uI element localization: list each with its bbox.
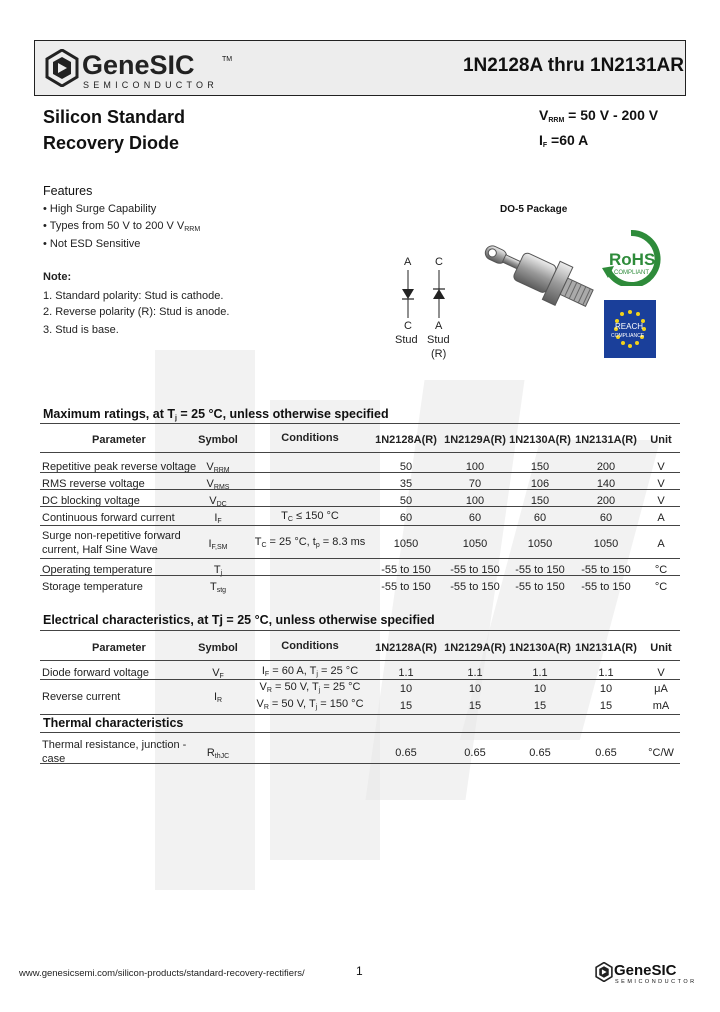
footer-url[interactable]: www.genesicsemi.com/silicon-products/standard-recovery-rectifiers/: [19, 968, 305, 979]
table-cell-value: 60: [599, 512, 613, 524]
col-header: Conditions: [281, 640, 339, 652]
col-header: Symbol: [198, 642, 238, 654]
table-cell-param: Surge non-repetitive forward: [42, 530, 181, 542]
table-cell-value: 1.1: [532, 667, 548, 679]
table-cell-conditions: $V_R = 50$ V, $T_j = 25$ °C: [259, 681, 361, 694]
col-header: 1N2128A(R): [375, 434, 437, 446]
table-cell-value: -55 to 150: [581, 564, 631, 576]
table-cell-value: 70: [468, 478, 482, 490]
table-cell-value: -55 to 150: [381, 564, 431, 576]
divider: [40, 472, 680, 473]
table-cell-value: 50: [399, 495, 413, 507]
table-cell-value: 106: [530, 478, 550, 490]
table-cell-param: Reverse current: [42, 691, 121, 703]
diode1-top-label: A: [404, 256, 412, 268]
table-cell-value: -55 to 150: [450, 564, 500, 576]
part-range-title: 1N2128A thru 1N2131AR: [462, 55, 684, 76]
table-cell-value: 100: [465, 461, 485, 473]
col-header: Parameter: [92, 434, 146, 446]
page-number: 1: [356, 964, 363, 978]
feature-item: • Not ESD Sensitive: [43, 238, 141, 250]
trademark: TM: [222, 56, 233, 63]
table-cell-value: 1050: [393, 538, 419, 550]
divider: [40, 679, 680, 680]
thermal-title: Thermal characteristics: [43, 716, 184, 730]
feature-item: • Types from 50 V to 200 V $V_{RRM}$: [43, 220, 201, 233]
table-cell-value: 10: [399, 683, 413, 695]
table-cell-value: 100: [465, 495, 485, 507]
col-header: 1N2128A(R): [375, 642, 437, 654]
table-cell-conditions: $T_C \le 150$ °C: [281, 510, 339, 523]
divider: [40, 423, 680, 424]
table-cell-unit: °C: [654, 564, 668, 576]
footer-brand: GeneSIC: [614, 962, 677, 979]
note-item: 1. Standard polarity: Stud is cathode.: [43, 290, 224, 302]
note-item: 3. Stud is base.: [43, 324, 119, 336]
table-cell-symbol: $T_j$: [213, 564, 223, 577]
rohs-text: RoHS: [609, 250, 656, 269]
doc-title-line2: Recovery Diode: [43, 133, 180, 153]
table-cell-symbol: $I_F$: [214, 512, 222, 525]
spec-vrrm: $V_{RRM} = 50$ V - 200 V: [539, 107, 659, 124]
divider: [40, 763, 680, 764]
table-cell-conditions: $V_R = 50$ V, $T_j = 150$ °C: [256, 698, 364, 711]
table-cell-symbol: $V_F$: [212, 667, 224, 680]
diode2-top-label: C: [435, 256, 443, 268]
genesic-logo-icon: [45, 49, 79, 87]
table-cell-symbol: $T_{stg}$: [209, 581, 227, 594]
table-cell-value: 10: [599, 683, 613, 695]
table-cell-value: 0.65: [464, 747, 486, 759]
footer-brand-sub: SEMICONDUCTOR: [615, 979, 697, 985]
table-cell-value: 15: [533, 700, 547, 712]
table-cell-unit: μA: [654, 683, 668, 695]
table-cell-unit: V: [657, 667, 665, 679]
divider: [40, 660, 680, 661]
table-cell-value: -55 to 150: [450, 581, 500, 593]
table-cell-value: 0.65: [395, 747, 417, 759]
table-cell-param: Thermal resistance, junction -: [42, 739, 187, 751]
divider: [40, 630, 680, 631]
table-cell-value: 150: [530, 461, 550, 473]
elec-title: Electrical characteristics, at Tj = 25 °C, unless otherwise specified: [43, 613, 435, 627]
table-cell-symbol: $V_{DC}$: [209, 495, 227, 508]
table-cell-value: 1.1: [398, 667, 414, 679]
table-cell-value: -55 to 150: [515, 581, 565, 593]
table-cell-unit: °C: [654, 581, 668, 593]
diode1-bottom-label: C: [404, 320, 412, 332]
table-cell-param: Repetitive peak reverse voltage: [42, 461, 197, 473]
table-cell-value: 35: [399, 478, 413, 490]
table-cell-param: current, Half Sine Wave: [42, 544, 158, 556]
col-header: 1N2129A(R): [444, 642, 506, 654]
table-cell-value: 1050: [527, 538, 553, 550]
table-cell-value: -55 to 150: [581, 581, 631, 593]
spec-if: $I_F =60$ A: [539, 132, 589, 149]
col-header: 1N2130A(R): [509, 434, 571, 446]
table-cell-param: case: [42, 753, 66, 765]
divider: [40, 732, 680, 733]
table-cell-symbol: $I_R$: [213, 691, 223, 704]
table-cell-value: 60: [533, 512, 547, 524]
footer-logo-icon: [595, 962, 613, 982]
brand-name: GeneSIC: [82, 50, 195, 80]
divider: [40, 506, 680, 507]
divider: [40, 452, 680, 453]
table-cell-param: RMS reverse voltage: [42, 478, 145, 490]
table-cell-symbol: $I_{F,SM}$: [208, 538, 228, 551]
feature-item: • High Surge Capability: [43, 203, 157, 215]
diode2-bottom-label: A: [435, 320, 443, 332]
table-cell-value: 50: [399, 461, 413, 473]
divider: [40, 575, 680, 576]
table-cell-value: 0.65: [529, 747, 551, 759]
do5-package-image: [468, 228, 598, 340]
table-cell-value: 200: [596, 461, 616, 473]
col-header: Conditions: [281, 432, 339, 444]
col-header: Symbol: [198, 434, 238, 446]
table-cell-unit: mA: [652, 700, 670, 712]
table-cell-value: 140: [596, 478, 616, 490]
table-cell-unit: °C/W: [648, 747, 674, 759]
col-header: 1N2130A(R): [509, 642, 571, 654]
table-cell-unit: V: [657, 461, 665, 473]
table-cell-value: 10: [533, 683, 547, 695]
notes-heading: Note:: [43, 271, 72, 283]
table-cell-param: Storage temperature: [42, 581, 143, 593]
col-header: 1N2131A(R): [575, 642, 637, 654]
diode-symbol-icon: [429, 270, 449, 318]
max-ratings-title: Maximum ratings, at $T_j = 25$ °C, unless otherwise specified: [43, 407, 389, 422]
col-header: Unit: [650, 434, 672, 446]
diode2-r-label: (R): [431, 348, 447, 360]
table-cell-value: 200: [596, 495, 616, 507]
divider: [40, 489, 680, 490]
table-cell-symbol: $R_{thJC}$: [206, 747, 230, 760]
table-cell-value: -55 to 150: [515, 564, 565, 576]
table-cell-value: 60: [399, 512, 413, 524]
divider: [40, 525, 680, 526]
col-header: 1N2131A(R): [575, 434, 637, 446]
table-cell-symbol: $V_{RRM}$: [206, 461, 230, 474]
table-cell-unit: A: [657, 538, 665, 550]
table-cell-value: 60: [468, 512, 482, 524]
table-cell-value: 1050: [593, 538, 619, 550]
table-cell-conditions: $I_F = 60$ A, $T_j = 25$ °C: [261, 665, 359, 678]
divider: [40, 714, 680, 715]
col-header: 1N2129A(R): [444, 434, 506, 446]
diode1-stud-label: Stud: [395, 334, 418, 346]
table-cell-param: DC blocking voltage: [42, 495, 140, 507]
table-cell-unit: A: [657, 512, 665, 524]
note-item: 2. Reverse polarity (R): Stud is anode.: [43, 306, 230, 318]
reach-text: REACH: [615, 322, 644, 331]
rohs-sub-text: COMPLIANT: [614, 270, 650, 276]
diode2-stud-label: Stud: [427, 334, 450, 346]
table-cell-conditions: $T_C = 25$ °C, $t_p = 8.3$ ms: [254, 536, 366, 549]
features-heading: Features: [43, 184, 93, 198]
reach-sub-text: COMPLIANCE: [611, 333, 645, 339]
table-cell-value: 1.1: [598, 667, 614, 679]
table-cell-param: Diode forward voltage: [42, 667, 150, 679]
table-cell-value: 150: [530, 495, 550, 507]
table-cell-param: Operating temperature: [42, 564, 153, 576]
diode-symbol-icon: [398, 270, 418, 318]
table-cell-value: 15: [468, 700, 482, 712]
table-cell-value: 1.1: [467, 667, 483, 679]
table-cell-unit: V: [657, 495, 665, 507]
table-cell-unit: V: [657, 478, 665, 490]
divider: [40, 558, 680, 559]
brand-sub: SEMICONDUCTOR: [83, 80, 218, 90]
col-header: Unit: [650, 642, 672, 654]
doc-title-line1: Silicon Standard: [43, 107, 186, 127]
table-cell-value: -55 to 150: [381, 581, 431, 593]
package-label: DO-5 Package: [500, 204, 568, 215]
table-cell-param: Continuous forward current: [42, 512, 175, 524]
table-cell-value: 1050: [462, 538, 488, 550]
table-cell-symbol: $V_{RMS}$: [206, 478, 230, 491]
table-cell-value: 0.65: [595, 747, 617, 759]
table-cell-value: 15: [399, 700, 413, 712]
table-cell-value: 10: [468, 683, 482, 695]
table-cell-value: 15: [599, 700, 613, 712]
col-header: Parameter: [92, 642, 146, 654]
